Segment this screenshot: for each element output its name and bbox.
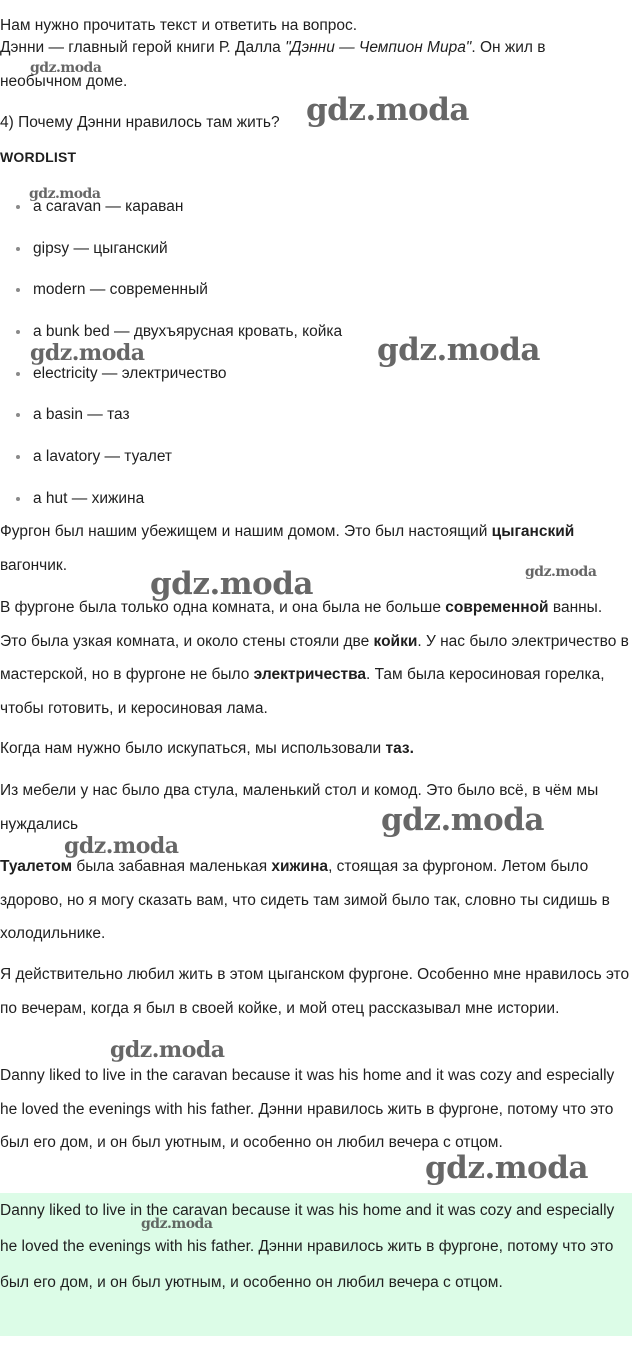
paragraph-2: В фургоне была только одна комната, и она была не больше современной ванны. Это была узкая комната, и около стены стояли две койки. У нас было электричество в мастерской, но в фургоне не было электричества. Там была керосиновая горелка, чтобы готовить, и керосиновая лама. [0,599,629,717]
intro-line-1: Нам нужно прочитать текст и ответить на вопрос. [0,17,358,34]
paragraph-3: Когда нам нужно было искупаться, мы использовали таз. [0,740,414,757]
intro-line-2: Дэнни — главный герой книги Р. Далла "Дэнни — Чемпион Мира". Он жил в [0,39,546,56]
list-item: modern — современный [0,279,342,321]
question: 4) Почему Дэнни нравилось там жить? [0,114,280,131]
bullet-icon [16,497,20,501]
list-item: a hut — хижина [0,488,342,530]
watermark: gdz.moda [381,802,544,838]
bullet-icon [16,205,20,209]
bullet-icon [16,247,20,251]
bullet-icon [16,413,20,417]
watermark: gdz.moda [141,1216,213,1232]
answer-box [0,1193,632,1336]
watermark: gdz.moda [150,566,313,602]
list-item: a lavatory — туалет [0,446,342,488]
watermark: gdz.moda [64,833,179,859]
paragraph-4: Из мебели у нас было два стула, маленький стол и комод. Это было всё, в чём мы нуждались [0,782,599,833]
list-item: a basin — таз [0,404,342,446]
paragraph-7: Danny liked to live in the caravan because it was his home and it was cozy and especially he loved the evenings with his father. Дэнни нравилось жить в фургоне, потому что это был его дом, и он был уютным, и особенно он любил вечера с отцом. [0,1067,615,1151]
intro-line-3: необычном доме. [0,73,128,90]
bullet-icon [16,330,20,334]
paragraph-6: Я действительно любил жить в этом цыганском фургоне. Особенно мне нравилось это по вечерам, когда я был в своей койке, и мой отец рассказывал мне истории. [0,966,630,1017]
watermark: gdz.moda [30,340,145,366]
list-item: a bunk bed — двухъярусная кровать, койка [0,321,342,363]
book-title: "Дэнни — Чемпион Мира" [285,39,472,56]
wordlist-heading: WORDLIST [0,149,77,165]
watermark: gdz.moda [29,186,101,202]
list-item: gipsy — цыганский [0,238,342,280]
bullet-icon [16,372,20,376]
watermark: gdz.moda [30,60,102,76]
bullet-icon [16,455,20,459]
paragraph-5: Туалетом была забавная маленькая хижина, стоящая за фургоном. Летом было здорово, но я могу сказать вам, что сидеть там зимой было так, словно ты сидишь в холодильнике. [0,858,610,942]
answer-text: Danny liked to live in the caravan because it was his home and it was cozy and especially he loved the evenings with his father. Дэнни нравилось жить в фургоне, потому что это был его дом, и он был уютным, и особенно он любил вечера с отцом. [0,1202,615,1291]
watermark: gdz.moda [110,1037,225,1063]
list-item: electricity — электричество [0,363,342,405]
watermark: gdz.moda [425,1150,588,1186]
watermark: gdz.moda [525,564,597,580]
watermark: gdz.moda [377,332,540,368]
wordlist [0,196,342,530]
paragraph-1: Фургон был нашим убежищем и нашим домом. Это был настоящий цыганский вагончик. [0,523,575,574]
watermark: gdz.moda [306,92,469,128]
list-item: a caravan — караван [0,196,342,238]
bullet-icon [16,288,20,292]
